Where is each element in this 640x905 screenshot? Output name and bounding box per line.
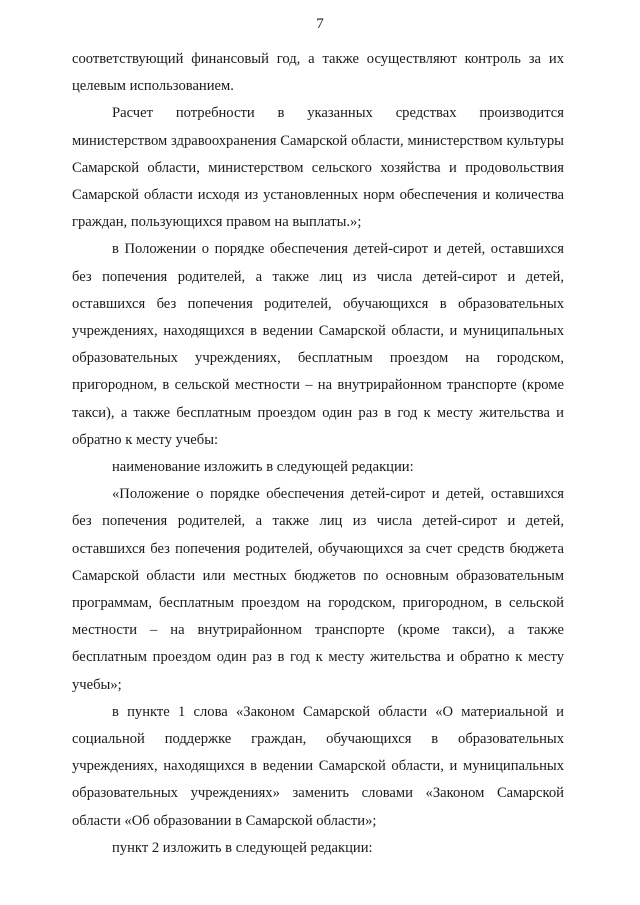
- paragraph-title-amendment: наименование изложить в следующей редакции:: [112, 459, 414, 476]
- paragraph-new-title: «Положение о порядке обеспечения детей-сирот и детей, оставшихся без попечения родителей, а также лиц из числа детей-сирот и детей, оставшихся без попечения родителей, обучающихся за счет средств бюджета Самарской области или местных бюджетов по основным образовательным программам, бесплатным проездом на городском, пригородном, в сельской местности – на внутрирайонном транспорте (кроме такси), а также бесплатным проездом один раз в год к месту жительства и обратно к месту учебы»;: [72, 486, 564, 693]
- paragraph-regulation-reference: в Положении о порядке обеспечения детей-сирот и детей, оставшихся без попечения родителей, а также лиц из числа детей-сирот и детей, оставшихся без попечения родителей, обучающихся в образовательных учреждениях, находящихся в ведении Самарской области, и муниципальных образовательных учреждениях, бесплатным проездом на городском, пригородном, в сельской местности – на внутрирайонном транспорте (кроме такси), а также бесплатным проездом один раз в год к месту жительства и обратно к месту учебы:: [72, 241, 564, 448]
- paragraph-calculation: Расчет потребности в указанных средствах производится министерством здравоохранения Самарской области, министерством культуры Самарской области, министерством сельского хозяйства и продовольствия Самарской области исходя из установленных норм обеспечения и количества граждан, пользующихся правом на выплаты.»;: [72, 105, 564, 231]
- page-number: 7: [316, 16, 324, 32]
- document-body: [72, 46, 564, 862]
- paragraph-clause-1-amendment: в пункте 1 слова «Законом Самарской области «О материальной и социальной поддержке граждан, обучающихся в образовательных учреждениях, находящихся в ведении Самарской области, и муниципальных образовательных учреждениях» заменить словами «Законом Самарской области «Об образовании в Самарской области»;: [72, 703, 564, 829]
- paragraph-continuation: соответствующий финансовый год, а также осуществляют контроль за их целевым использованием.: [72, 51, 564, 95]
- paragraph-clause-2-amendment: пункт 2 изложить в следующей редакции:: [112, 839, 373, 856]
